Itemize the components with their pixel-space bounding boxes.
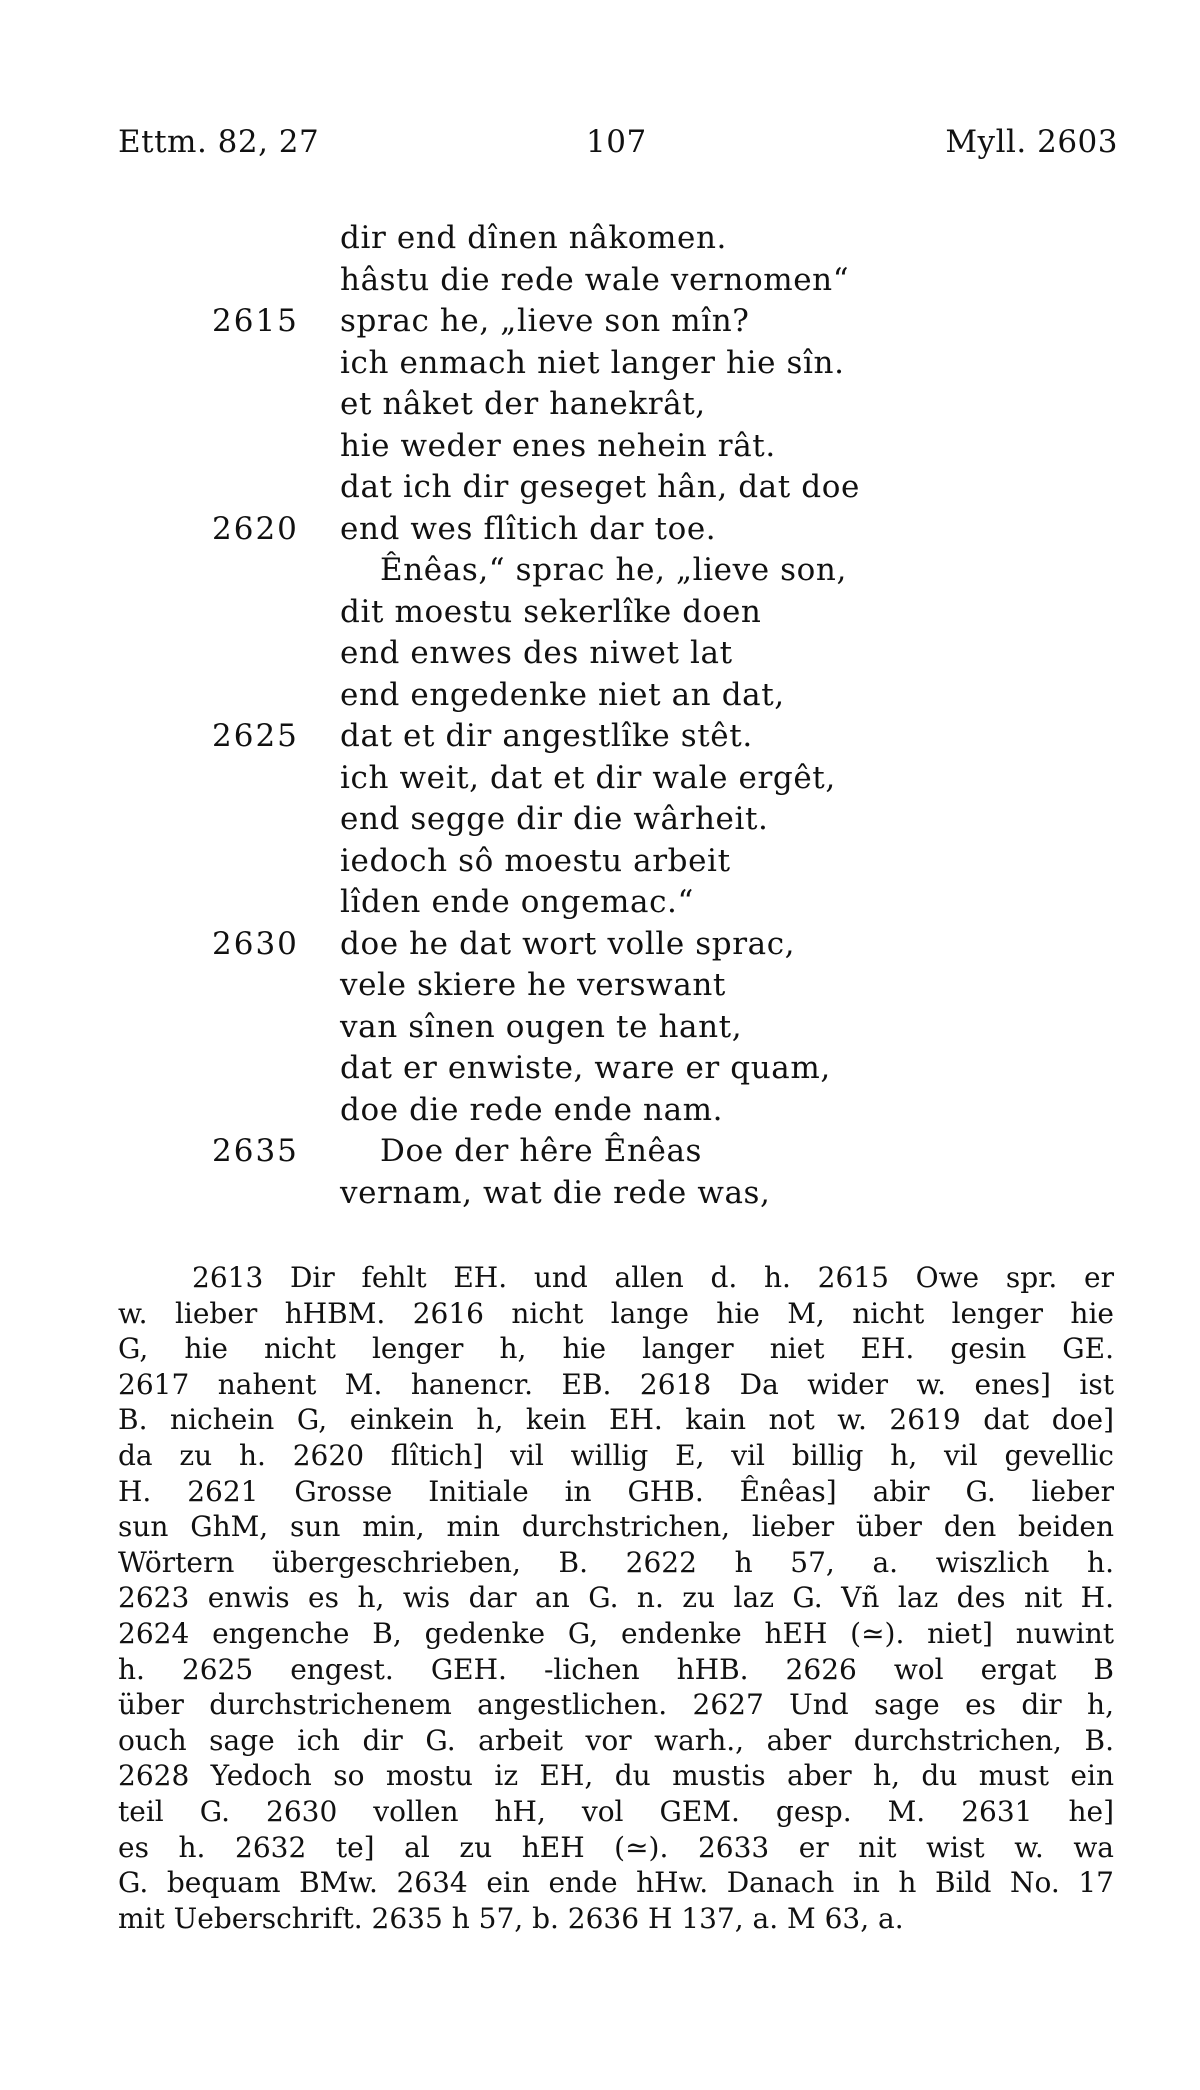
verse-text: sprac he, „lieve son mîn? [340, 303, 750, 339]
apparatus-line: 2628 Yedoch so mostu iz EH, du mustis aber h, du must ein [118, 1759, 1114, 1793]
verse-text: dat et dir angestlîke stêt. [340, 718, 753, 754]
verse-text: doe he dat wort volle sprac, [340, 925, 796, 962]
verse-text: end engedenke niet an dat, [340, 676, 785, 713]
critical-apparatus [118, 1260, 1114, 1936]
verse-line [0, 799, 1200, 841]
verse-number: 2625 [212, 718, 299, 754]
verse-line [0, 841, 1200, 883]
verse-line [0, 633, 1200, 675]
verse-block [0, 218, 1200, 1214]
verse-line [0, 260, 1200, 302]
verse-line [0, 592, 1200, 634]
verse-line [0, 1131, 1200, 1173]
header-right-reference: Myll. 2603 [945, 124, 1118, 160]
apparatus-line: über durchstrichenem angestlichen. 2627 Und sage es dir h, [118, 1688, 1114, 1722]
verse-line [0, 758, 1200, 800]
verse-line [0, 467, 1200, 509]
verse-text: end wes flîtich dar toe. [340, 510, 717, 547]
apparatus-line: teil G. 2630 vollen hH, vol GEM. gesp. M. 2631 he] [118, 1794, 1114, 1828]
apparatus-line: 2623 enwis es h, wis dar an G. n. zu laz G. Vñ laz des nit H. [118, 1581, 1114, 1615]
apparatus-line: G, hie nicht lenger h, hie langer niet EH. gesin GE. [118, 1332, 1114, 1366]
verse-text: ich enmach niet langer hie sîn. [340, 344, 845, 381]
header-left-reference: Ettm. 82, 27 [118, 124, 320, 160]
apparatus-line: 2617 nahent M. hanencr. EB. 2618 Da wider w. enes] ist [118, 1367, 1114, 1401]
verse-text: ich weit, dat et dir wale ergêt, [340, 759, 836, 796]
apparatus-line: da zu h. 2620 flîtich] vil willig E, vil billig h, vil gevellic [118, 1438, 1114, 1472]
verse-line [0, 550, 1200, 592]
apparatus-line: ouch sage ich dir G. arbeit vor warh., aber durchstrichen, B. [118, 1723, 1114, 1757]
verse-text: lîden ende ongemac.“ [340, 884, 694, 920]
verse-line [0, 509, 1200, 551]
verse-text: vele skiere he verswant [340, 967, 726, 1003]
apparatus-line: 2613 Dir fehlt EH. und allen d. h. 2615 Owe spr. er [192, 1261, 1114, 1294]
verse-text: Doe der hêre Ênêas [380, 1133, 703, 1169]
verse-text: dat ich dir geseget hân, dat doe [340, 469, 860, 505]
apparatus-line: Wörtern übergeschrieben, B. 2622 h 57, a. wiszlich h. [118, 1545, 1114, 1579]
verse-text: vernam, wat die rede was, [340, 1174, 771, 1211]
verse-text: Ênêas,“ sprac he, „lieve son, [380, 552, 847, 588]
apparatus-line: w. lieber hHBM. 2616 nicht lange hie M, nicht lenger hie [118, 1296, 1114, 1330]
verse-line [0, 1007, 1200, 1049]
verse-line [0, 716, 1200, 758]
page-number: 107 [586, 124, 647, 160]
verse-text: dit moestu sekerlîke doen [340, 593, 762, 630]
apparatus-line: h. 2625 engest. GEH. -lichen hHB. 2626 wol ergat B [118, 1652, 1114, 1686]
verse-text: iedoch sô moestu arbeit [340, 842, 731, 879]
verse-line [0, 882, 1200, 924]
verse-line [0, 301, 1200, 343]
verse-line [0, 675, 1200, 717]
apparatus-line: sun GhM, sun min, min durchstrichen, lieber über den beiden [118, 1510, 1114, 1544]
verse-text: van sînen ougen te hant, [340, 1008, 743, 1045]
verse-text: et nâket der hanekrât, [340, 386, 706, 422]
verse-line [0, 1173, 1200, 1215]
verse-text: hâstu die rede wale vernomen“ [340, 261, 850, 298]
verse-number: 2620 [212, 510, 299, 547]
apparatus-line: G. bequam BMw. 2634 ein ende hHw. Danach in h Bild No. 17 [118, 1866, 1114, 1900]
verse-number: 2615 [212, 303, 299, 339]
verse-line [0, 924, 1200, 966]
verse-line [0, 384, 1200, 426]
verse-line [0, 1048, 1200, 1090]
verse-text: end enwes des niwet lat [340, 635, 733, 671]
apparatus-line: B. nichein G, einkein h, kein EH. kain not w. 2619 dat doe] [118, 1403, 1114, 1437]
apparatus-line: 2624 engenche B, gedenke G, endenke hEH (≃). niet] nuwint [118, 1616, 1114, 1650]
verse-line [0, 965, 1200, 1007]
verse-line [0, 218, 1200, 260]
apparatus-line: es h. 2632 te] al zu hEH (≃). 2633 er nit wist w. wa [118, 1830, 1114, 1864]
verse-line [0, 426, 1200, 468]
verse-number: 2630 [212, 925, 299, 962]
verse-line [0, 343, 1200, 385]
verse-text: hie weder enes nehein rât. [340, 427, 776, 464]
verse-number: 2635 [212, 1133, 299, 1169]
verse-text: end segge dir die wârheit. [340, 801, 769, 837]
verse-text: dat er enwiste, ware er quam, [340, 1050, 831, 1086]
verse-text: doe die rede ende nam. [340, 1091, 724, 1128]
apparatus-line: mit Ueberschrift. 2635 h 57, b. 2636 H 137, a. M 63, a. [118, 1901, 904, 1935]
running-header [118, 124, 1118, 168]
verse-text: dir end dînen nâkomen. [340, 220, 727, 256]
verse-line [0, 1090, 1200, 1132]
apparatus-line: H. 2621 Grosse Initiale in GHB. Ênêas] abir G. lieber [118, 1474, 1114, 1508]
